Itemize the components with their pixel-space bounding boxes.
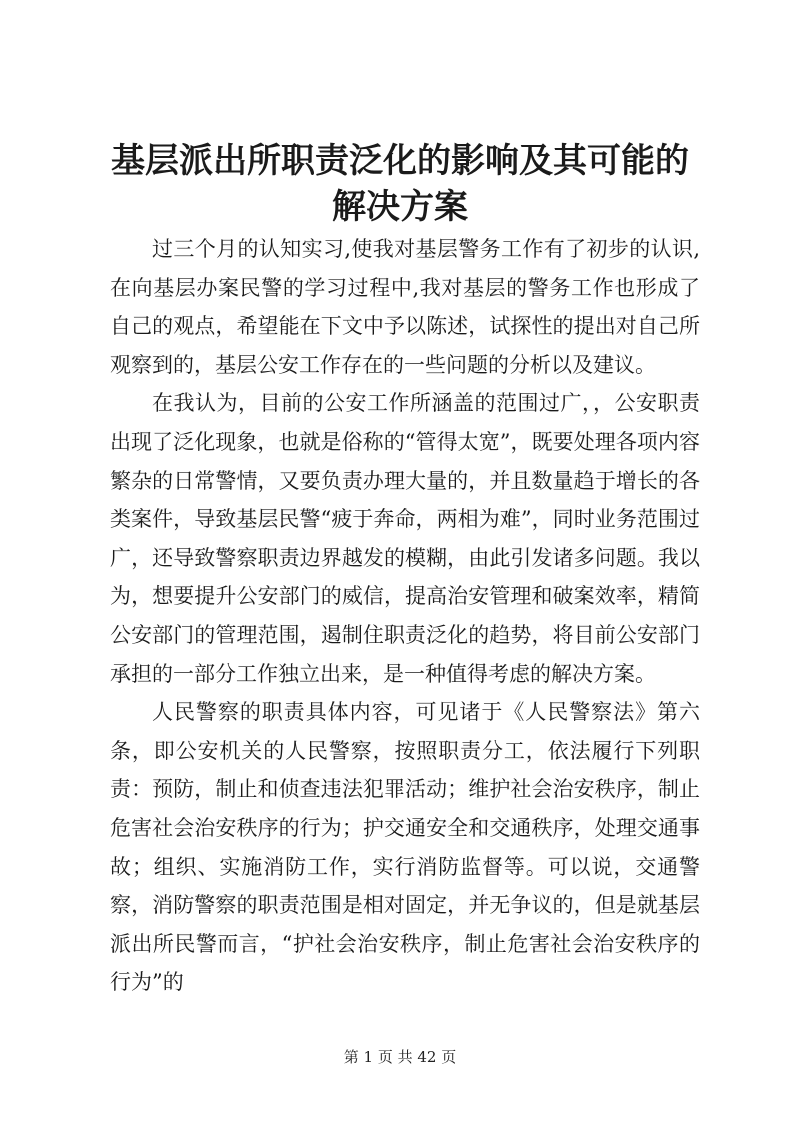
page-number-footer: 第 1 页 共 42 页 (343, 1048, 457, 1066)
paragraph-3: 人民警察的职责具体内容，可见诸于《人民警察法》第六条，即公安机关的人民警察，按照职责分工，依法履行下列职责：预防，制止和侦查违法犯罪活动；维护社会治安秩序，制止危害社会治安秩序的行为；护交通安全和交通秩序，处理交通事故；组织、实施消防工作，实行消防监督等。可以说，交通警察，消防警察的职责范围是相对固定，并无争议的，但是就基层派出所民警而言，“护社会治安秩序，制止危害社会治安秩序的行为”的 (110, 700, 700, 995)
paragraph-2: 在我认为，目前的公安工作所涵盖的范围过广，，公安职责出现了泛化现象，也就是俗称的“管得太宽”，既要处理各项内容繁杂的日常警情，又要负责办理大量的，并且数量趋于增长的各类案件，导致基层民警“疲于奔命，两相为难”，同时业务范围过广，还导致警察职责边界越发的模糊，由此引发诸多问题。我以为，想要提升公安部门的威信，提高治安管理和破案效率，精简公安部门的管理范围，遏制住职责泛化的趋势，将目前公安部门承担的一部分工作独立出来，是一种值得考虑的解决方案。 (110, 391, 700, 686)
document-title: 基层派出所职责泛化的影响及其可能的解决方案 (111, 141, 689, 227)
paragraph-1: 过三个月的认知实习,使我对基层警务工作有了初步的认识,在向基层办案民警的学习过程中,我对基层的警务工作也形成了自己的观点，希望能在下文中予以陈述，试探性的提出对自己所观察到的，基层公安工作存在的一些问题的分析以及建议。 (110, 237, 700, 377)
document-body (110, 230, 700, 1002)
